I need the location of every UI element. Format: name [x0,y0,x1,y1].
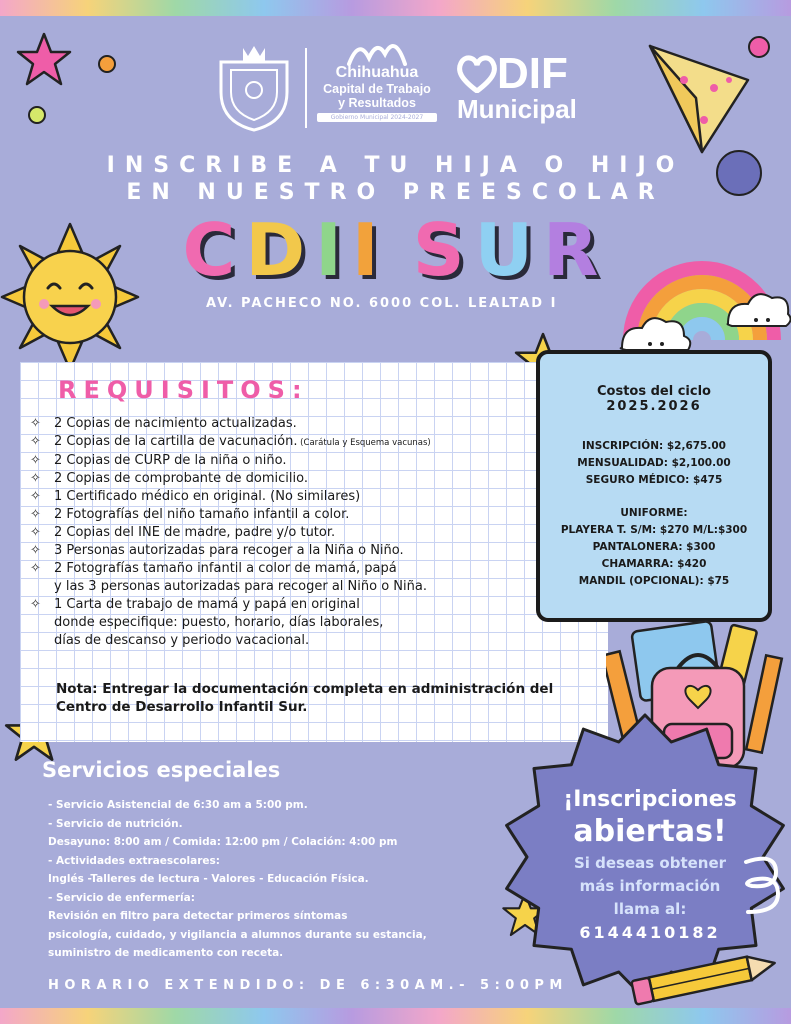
sparkle-bullet-icon: ✧ [30,434,41,449]
service-line: Desayuno: 8:00 am / Comida: 12:00 pm / Colación: 4:00 pm [48,836,398,848]
costs-card [536,350,772,622]
sparkle-bullet-icon: ✧ [30,416,41,431]
municipality-slogan: y Resultados [338,96,416,110]
logo-divider [305,48,307,128]
requirement-item [28,415,568,433]
service-line: psicología, cuidado, y vigilancia a alumnos durante su estancia, [48,928,427,941]
rainbow-bottom-bar [0,1008,791,1024]
requirement-item [28,506,568,524]
requirements-list [28,415,568,650]
requirement-item [28,488,568,506]
uniform-line: PLAYERA T. S/M: $270 M/L:$300 [560,524,748,536]
service-line: Inglés -Talleres de lectura - Valores - Educación Física. [48,873,369,885]
title-letter: I [351,208,389,292]
sparkle-bullet-icon: ✧ [30,453,41,468]
requirements-title: REQUISITOS: [58,376,309,404]
badge-info: Si deseas obtener [573,854,727,872]
sparkle-bullet-icon: ✧ [30,489,41,504]
service-line: - Servicio Asistencial de 6:30 am a 5:00 pm. [48,799,308,811]
requirement-text: 2 Fotografías tamaño infantil a color de mamá, papá y las 3 personas autorizadas para recoger al Niño o Niña. [54,561,427,594]
requirement-text: 2 Copias de CURP de la niña o niño. [54,453,287,468]
sparkle-bullet-icon: ✧ [30,543,41,558]
requirement-item [28,560,568,596]
school-title [0,208,791,292]
chihuahua-logo [317,40,437,122]
extended-schedule: HORARIO EXTENDIDO: DE 6:30AM.- 5:00PM [48,978,568,993]
costs-cycle: 2025.2026 [606,399,702,414]
sparkle-bullet-icon: ✧ [30,471,41,486]
badge-info: más información [579,877,721,895]
costs-title: Costos del ciclo [597,384,711,399]
uniform-line: CHAMARRA: $420 [601,558,707,570]
requirement-text: 2 Copias del INE de madre, padre y/o tutor. [54,525,336,540]
services-title: Servicios especiales [42,758,281,782]
service-line: Revisión en filtro para detectar primeros síntomas [48,910,348,922]
service-line: suministro de medicamento con receta. [48,947,284,959]
requirements-note: Nota: Entregar la documentación completa en administración del Centro de Desarrollo Infantil Sur. [56,681,554,715]
tagline-line1: INSCRIBE A TU HIJA O HIJO [106,153,685,178]
service-line: - Actividades extraescolares: [48,854,220,867]
mountain-logo-icon [345,40,409,66]
swirl-icon [740,852,786,922]
school-address: AV. PACHECO NO. 6000 COL. LEALTAD I [206,296,558,311]
title-letter: U [474,208,544,292]
municipality-slogan: Capital de Trabajo [323,82,431,96]
requirement-item [28,470,568,488]
header-logos [205,38,585,138]
badge-info: llama al: [613,900,687,918]
requirement-text: 1 Carta de trabajo de mamá y papá en original donde especifique: puesto, horario, días laborales, días de descanso y periodo vacacional. [54,597,384,648]
pencil-icon [626,948,782,1006]
title-letter: D [245,208,316,292]
cost-line: INSCRIPCIÓN: $2,675.00 [582,440,726,452]
requirement-note: (Carátula y Esquema vacunas) [297,438,431,448]
badge-phone: 6144410182 [579,923,721,942]
requirement-item [28,596,568,650]
municipal-seal-icon [213,42,295,134]
uniform-line: PANTALONERA: $300 [592,541,716,553]
municipality-government: Gobierno Municipal 2024-2027 [317,113,437,122]
services-list [48,796,518,963]
badge-headline: abiertas! [573,814,727,849]
title-letter: I [315,208,352,292]
badge-text [530,786,770,942]
dif-sub: Municipal [457,94,577,124]
title-letter: C [182,208,246,292]
rainbow-top-bar [0,0,791,16]
sparkle-bullet-icon: ✧ [30,525,41,540]
requirement-text: 2 Fotografías del niño tamaño infantil a color. [54,507,350,522]
paper-plane-icon [644,40,754,160]
municipality-name: Chihuahua [335,64,419,81]
requirement-text: 1 Certificado médico en original. (No similares) [54,489,361,504]
heart-logo-icon [457,55,497,93]
cost-line: MENSUALIDAD: $2,100.00 [577,457,731,469]
requirement-item [28,452,568,470]
requirement-text: 3 Personas autorizadas para recoger a la Niña o Niño. [54,543,404,558]
sparkle-bullet-icon: ✧ [30,597,41,612]
dif-name: DIF [497,49,568,98]
title-letter: S [412,208,475,292]
uniform-title: UNIFORME: [620,507,688,519]
requirement-item [28,542,568,560]
sparkle-bullet-icon: ✧ [30,507,41,522]
dif-logo [457,49,577,124]
requirement-text: 2 Copias de nacimiento actualizadas. [54,416,297,431]
sparkle-bullet-icon: ✧ [30,561,41,576]
requirement-text: 2 Copias de comprobante de domicilio. [54,471,308,486]
cost-line: SEGURO MÉDICO: $475 [585,474,723,486]
uniform-line: MANDIL (OPCIONAL): $75 [578,575,730,587]
requirement-item [28,433,568,452]
service-line: - Servicio de nutrición. [48,817,183,830]
orange-dot-icon [98,55,116,73]
requirement-text: 2 Copias de la cartilla de vacunación. [54,434,298,449]
service-line: - Servicio de enfermería: [48,891,195,904]
green-dot-icon [28,106,46,124]
badge-headline: ¡Inscripciones [563,787,737,812]
title-letter: R [543,208,609,292]
tagline-line2: EN NUESTRO PREESCOLAR [126,180,665,205]
pink-star-icon [14,30,74,90]
requirement-item [28,524,568,542]
